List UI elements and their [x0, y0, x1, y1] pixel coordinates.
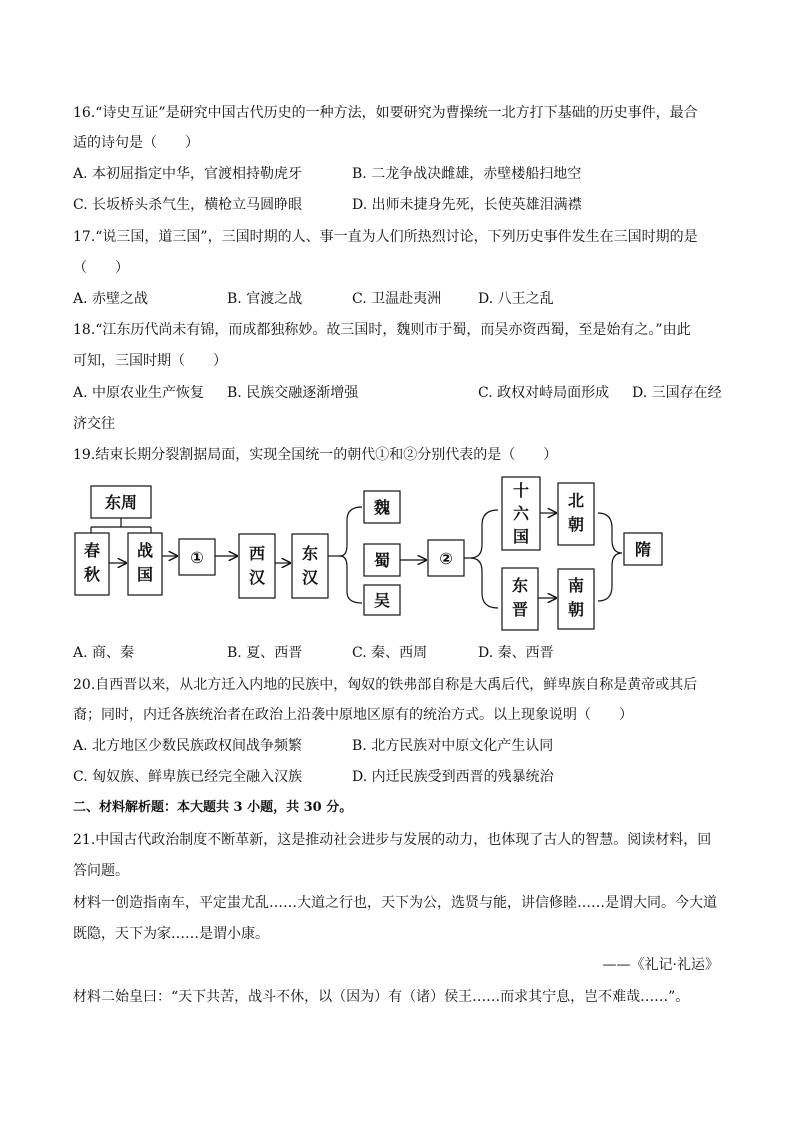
q19-option-a: A. 商、秦 — [73, 645, 135, 661]
q16-stem-line2: 适的诗句是（ ） — [73, 135, 199, 151]
label-sui: 隋 — [634, 540, 652, 559]
label-circle1: ① — [190, 548, 204, 567]
label-circle2: ② — [439, 549, 453, 568]
q17-stem-line2: （ ） — [73, 260, 129, 276]
q18-stem-line1: 18.“江东历代尚未有锦，而成都独称妙。故三国时，魏则市于蜀，而吴亦资西蜀，至是始有之。”由此 — [73, 322, 691, 338]
q18-option-b: B. 民族交融逐渐增强 — [227, 385, 359, 401]
q18-option-d-continued: 济交往 — [73, 416, 115, 432]
q18-option-a: A. 中原农业生产恢复 — [73, 385, 205, 401]
q16-stem-line1: 16.“诗史互证”是研究中国古代历史的一种方法，如要研究为曹操统一北方打下基础的历史事件，最合 — [73, 105, 698, 121]
label-beichao: 北朝 — [567, 491, 585, 534]
q19-stem: 19.结束长期分裂割据局面，实现全国统一的朝代①和②分别代表的是（ ） — [73, 447, 558, 463]
label-zhanguo: 战国 — [136, 541, 154, 584]
q19-option-b: B. 夏、西晋 — [227, 645, 303, 661]
q16-option-d: D. 出师未捷身先死，长使英雄泪满襟 — [352, 197, 582, 213]
q17-option-c: C. 卫温赴夷洲 — [352, 291, 442, 307]
q21-stem-line2: 答问题。 — [73, 863, 129, 879]
label-shiliuguo: 十六国 — [512, 481, 530, 546]
label-wei: 魏 — [373, 498, 391, 517]
label-nanchao: 南朝 — [567, 576, 585, 619]
label-donghan: 东汉 — [301, 544, 319, 587]
label-shu: 蜀 — [373, 551, 391, 570]
label-dongjin: 东晋 — [511, 576, 529, 619]
q16-option-a: A. 本初屈指定中华，官渡相持勒虎牙 — [73, 166, 303, 182]
q18-option-c: C. 政权对峙局面形成 — [478, 385, 610, 401]
q17-option-b: B. 官渡之战 — [227, 291, 303, 307]
q20-option-b: B. 北方民族对中原文化产生认同 — [352, 738, 554, 754]
q21-material1-line2: 既隐，天下为家……是谓小康。 — [73, 926, 269, 942]
q18-stem-line2: 可知，三国时期（ ） — [73, 353, 227, 369]
q18-option-d: D. 三国存在经 — [632, 385, 722, 401]
q19-option-c: C. 秦、西周 — [352, 645, 428, 661]
q20-option-d: D. 内迁民族受到西晋的残暴统治 — [352, 769, 554, 785]
q20-option-c: C. 匈奴族、鲜卑族已经完全融入汉族 — [73, 769, 303, 785]
label-dongzhou: 东周 — [104, 493, 138, 512]
label-wu: 吴 — [373, 591, 391, 610]
q20-option-a: A. 北方地区少数民族政权间战争频繁 — [73, 738, 303, 754]
q21-material1-line1: 材料一创造指南车，平定蚩尤乱……大道之行也，天下为公，选贤与能，讲信修睦……是谓大同。今大道 — [73, 895, 717, 911]
q21-material2-line1: 材料二始皇曰：“天下共苦，战斗不休，以（因为）有（诸）侯王……而求其宁息，岂不难哉……”。 — [73, 989, 690, 1005]
q20-stem-line2: 裔；同时，内迁各族统治者在政治上沿袭中原地区原有的统治方式。以上现象说明（ ） — [73, 707, 633, 723]
q21-stem-line1: 21.中国古代政治制度不断革新，这是推动社会进步与发展的动力，也体现了古人的智慧。阅读材料，回 — [73, 832, 712, 848]
q17-option-d: D. 八王之乱 — [478, 291, 554, 307]
q19-option-d: D. 秦、西晋 — [478, 645, 554, 661]
q16-option-c: C. 长坂桥头杀气生，横枪立马圆睁眼 — [73, 197, 303, 213]
q21-material1-source: ——《礼记·礼运》 — [602, 957, 719, 973]
label-chunqiu: 春秋 — [83, 541, 101, 584]
q17-stem-line1: 17.“说三国，道三国”，三国时期的人、事一直为人们所热烈讨论，下列历史事件发生在三国时期的是 — [73, 229, 698, 245]
q20-stem-line1: 20.自西晋以来，从北方迁入内地的民族中，匈奴的铁弗部自称是大禹后代，鲜卑族自称是黄帝或其后 — [73, 677, 698, 693]
q17-option-a: A. 赤壁之战 — [73, 291, 149, 307]
section-2-heading: 二、材料解析题：本大题共 3 小题，共 30 分。 — [73, 800, 353, 815]
q16-option-b: B. 二龙争战决雌雄，赤壁楼船扫地空 — [352, 166, 582, 182]
label-xihan: 西汉 — [248, 544, 266, 587]
